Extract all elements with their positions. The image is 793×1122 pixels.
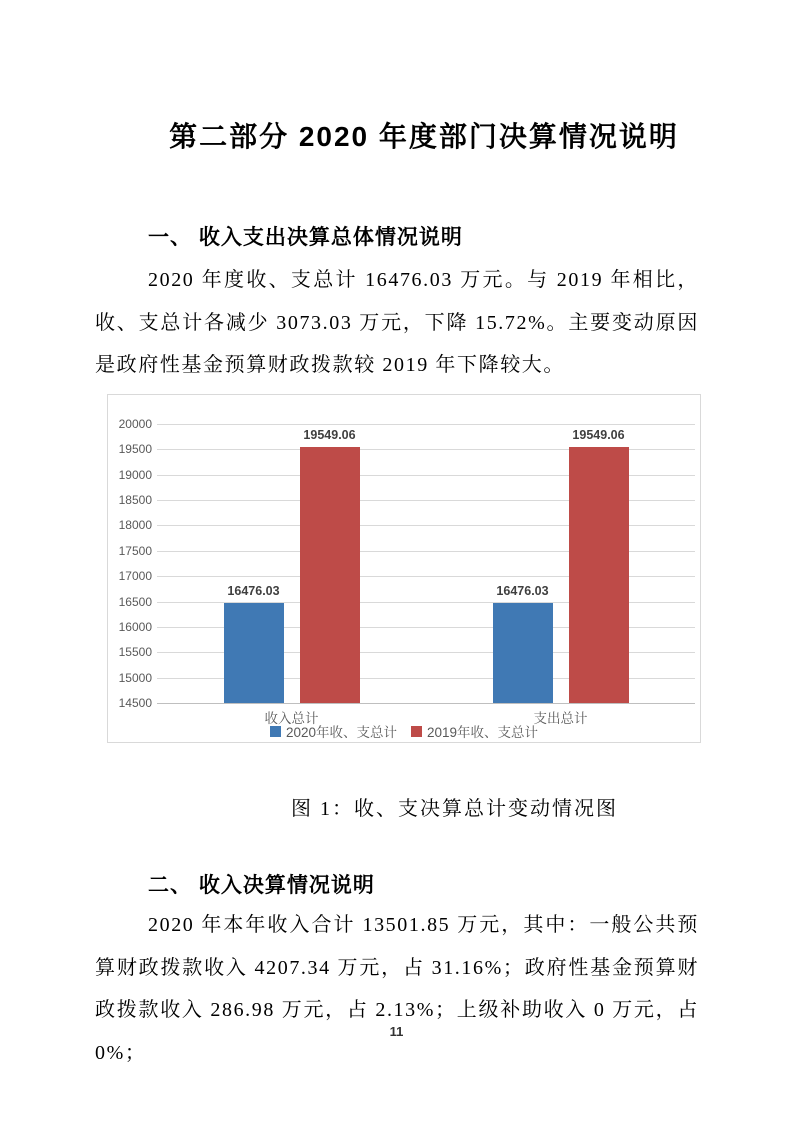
gridline <box>157 424 695 425</box>
legend-swatch-icon <box>411 726 422 737</box>
figure-caption: 图 1：收、支决算总计变动情况图 <box>291 798 618 820</box>
data-bar <box>569 447 629 703</box>
data-label: 19549.06 <box>572 427 625 442</box>
y-axis-tick-label: 16500 <box>118 594 152 609</box>
y-axis-tick-label: 17500 <box>118 543 152 558</box>
section-paragraph-2: 2020 年本年收入合计 13501.85 万元，其中：一般公共预算财政拨款收入 4207.34 万元，占 31.16%；政府性基金预算财政拨款收入 286.98 万元，占 2.13%；上级补助收入 0 万元，占 0%； <box>95 914 699 1064</box>
y-axis-tick-label: 17000 <box>118 569 152 584</box>
page-number: 11 <box>389 1024 404 1039</box>
y-axis-tick-label: 15500 <box>118 645 152 660</box>
data-bar <box>493 603 553 703</box>
data-label: 19549.06 <box>303 427 356 442</box>
legend-swatch-icon <box>270 726 281 737</box>
y-axis-tick-label: 16000 <box>118 619 152 634</box>
y-axis-tick-label: 15000 <box>118 670 152 685</box>
y-axis-tick-label: 18500 <box>118 493 152 508</box>
legend-item <box>270 721 397 741</box>
section-heading-1: 一、 收入支出决算总体情况说明 <box>148 226 463 250</box>
y-axis-tick-label: 18000 <box>118 518 152 533</box>
data-bar <box>300 447 360 703</box>
chart-legend <box>108 721 700 741</box>
y-axis-tick-label: 14500 <box>118 696 152 710</box>
document-title: 第二部分 2020 年度部门决算情况说明 <box>169 120 679 152</box>
data-label: 16476.03 <box>496 583 549 598</box>
data-bar <box>224 603 284 703</box>
data-label: 16476.03 <box>227 583 280 598</box>
legend-label: 2019年收、支总计 <box>427 725 539 740</box>
y-axis-tick-label: 20000 <box>118 417 152 431</box>
legend-item <box>411 721 538 741</box>
x-axis-line <box>157 703 695 704</box>
section-heading-2: 二、 收入决算情况说明 <box>148 874 375 898</box>
y-axis-tick-label: 19000 <box>118 467 152 482</box>
y-axis-tick-label: 19500 <box>118 442 152 457</box>
bar-chart <box>107 394 701 743</box>
legend-label: 2020年收、支总计 <box>285 725 397 740</box>
x-axis-category-label: 支出总计 <box>533 711 588 726</box>
section-paragraph-1: 2020 年度收、支总计 16476.03 万元。与 2019 年相比，收、支总计各减少 3073.03 万元，下降 15.72%。主要变动原因是政府性基金预算财政拨款较 2019 年下降较大。 <box>95 269 699 376</box>
x-axis-category-label: 收入总计 <box>264 711 319 726</box>
